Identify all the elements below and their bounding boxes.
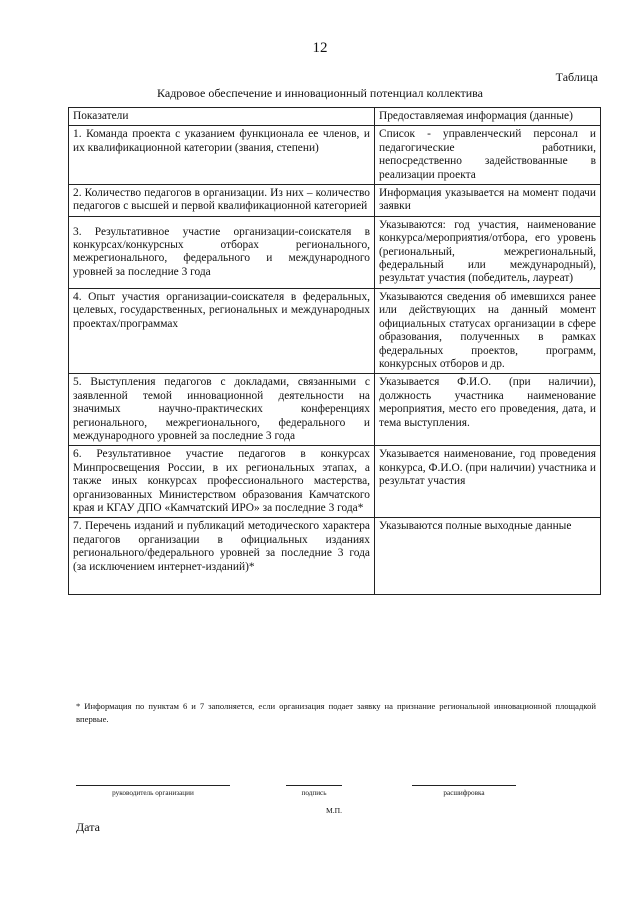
table-header-row (69, 108, 601, 126)
row-info: Указываются сведения об имевшихся ранее или действующих на данный момент официальных статусах организации в сфере образования, полученных в рамках федеральных проектов, программ, конкурсных отборов и др. (375, 288, 601, 373)
row-info: Указываются: год участия, наименование конкурса/мероприятия/отбора, его уровень (региональный, межрегиональный, федеральный или международный), результат участия (победитель, лауреат) (375, 216, 601, 288)
head-signature-line (76, 785, 230, 786)
row-info: Указывается Ф.И.О. (при наличии), должность участника наименование мероприятия, место его проведения, дата, и тема выступления. (375, 374, 601, 446)
table-row (69, 216, 601, 288)
table-row (69, 374, 601, 446)
header-info: Предоставляемая информация (данные) (375, 108, 601, 126)
table-label: Таблица (555, 70, 598, 84)
decoding-line (412, 785, 516, 786)
head-signature-label: руководитель организации (112, 789, 194, 797)
table-row (69, 518, 601, 595)
stamp-label: М.П. (326, 806, 343, 815)
table-row (69, 446, 601, 518)
table-row (69, 185, 601, 217)
staffing-table (68, 107, 601, 595)
table-row (69, 288, 601, 373)
table-caption: Кадровое обеспечение и инновационный потенциал коллектива (157, 86, 483, 100)
row-indicator: 6. Результативное участие педагогов в конкурсах Минпросвещения России, в их региональных этапах, а также иных конкурсах профессионального мастерства, организованных Министерством образования Камчатского края и КГАУ ДПО «Камчатский ИРО» за последние 3 года* (69, 446, 375, 518)
page-number: 12 (312, 40, 328, 56)
row-indicator: 1. Команда проекта с указанием функционала ее членов, и их квалификационной категории (звания, степени) (69, 126, 375, 185)
signature-label: подпись (301, 789, 327, 797)
row-indicator: 3. Результативное участие организации-соискателя в конкурсах/конкурсных отборах регионального, межрегионального, федерального и международного уровней за последние 3 года (69, 216, 375, 288)
row-indicator: 4. Опыт участия организации-соискателя в федеральных, целевых, государственных, региональных и международных проектах/программах (69, 288, 375, 373)
date-label: Дата (76, 820, 100, 834)
row-info: Список - управленческий персонал и педагогические работники, непосредственно задействованные в реализации проекта (375, 126, 601, 185)
row-indicator: 2. Количество педагогов в организации. Из них – количество педагогов с высшей и первой квалификационной категорией (69, 185, 375, 217)
row-info: Информация указывается на момент подачи заявки (375, 185, 601, 217)
table-row (69, 126, 601, 185)
header-indicators: Показатели (69, 108, 375, 126)
row-info: Указываются полные выходные данные (375, 518, 601, 595)
footnote: * Информация по пунктам 6 и 7 заполняется, если организация подает заявку на признание региональной инновационной площадкой впервые. (76, 701, 596, 724)
row-indicator: 7. Перечень изданий и публикаций методического характера педагогов организации в официальных изданиях регионального/федерального уровней за последние 3 года (за исключением интернет-изданий)* (69, 518, 375, 595)
decoding-label: расшифровка (443, 789, 485, 797)
row-indicator: 5. Выступления педагогов с докладами, связанными с заявленной темой инновационной деятельности на значимых научно-практических конференциях регионального, межрегионального, федерального и международного уровней за последние 3 года (69, 374, 375, 446)
row-info: Указывается наименование, год проведения конкурса, Ф.И.О. (при наличии) участника и результат участия (375, 446, 601, 518)
signature-line (286, 785, 342, 786)
